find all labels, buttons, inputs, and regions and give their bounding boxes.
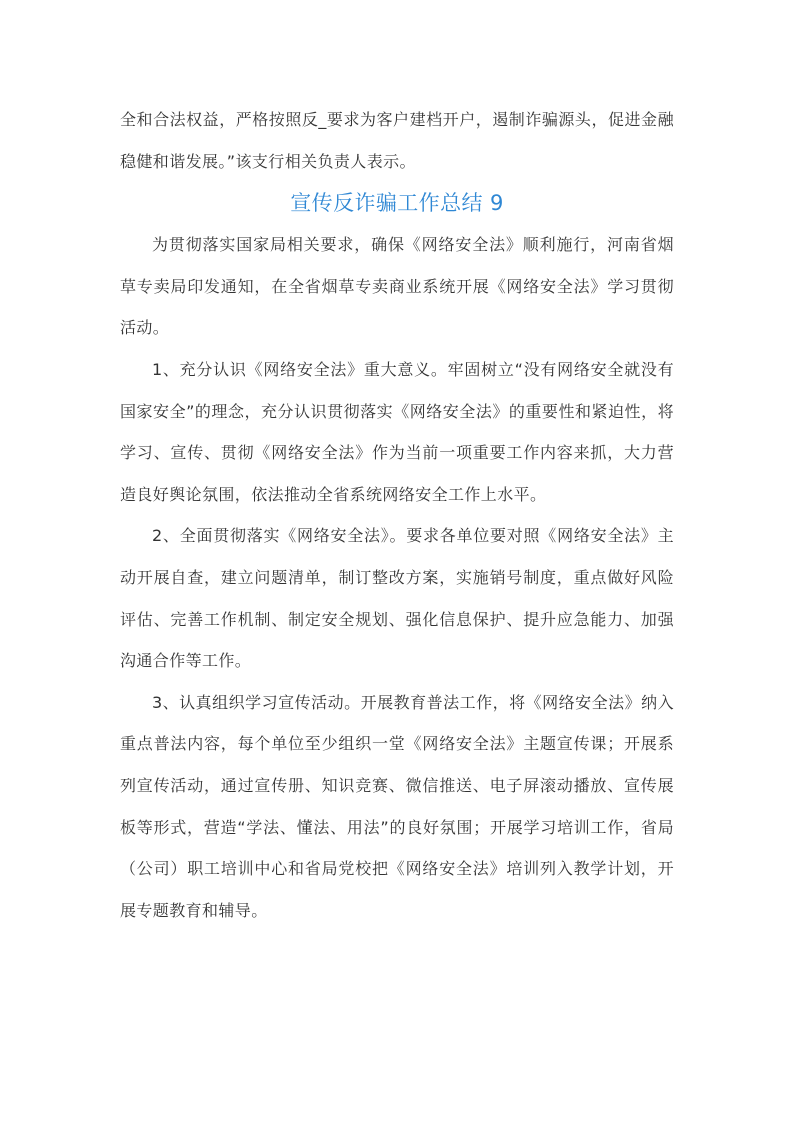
- item-paragraph-3: 3、认真组织学习宣传活动。开展教育普法工作，将《网络安全法》纳入重点普法内容，每个单位至少组织一堂《网络安全法》主题宣传课；开展系列宣传活动，通过宣传册、知识竞赛、微信推送、电子屏滚动播放、宣传展板等形式，营造“学法、懂法、用法”的良好氛围；开展学习培训工作，省局（公司）职工培训中心和省局党校把《网络安全法》培训列入教学计划，开展专题教育和辅导。: [120, 692, 674, 920]
- item-paragraph-1: 1、充分认识《网络安全法》重大意义。牢固树立“没有网络安全就没有国家安全”的理念，充分认识贯彻落实《网络安全法》的重要性和紧迫性，将学习、宣传、贯彻《网络安全法》作为当前一项重要工作内容来抓，大力营造良好舆论氛围，依法推动全省系统网络安全工作上水平。: [120, 359, 674, 504]
- continuation-paragraph: 全和合法权益，严格按照反_要求为客户建档开户，遏制诈骗源头，促进金融稳健和谐发展。”该支行相关负责人表示。: [120, 110, 674, 171]
- document-body: [120, 99, 674, 931]
- intro-paragraph: 为贯彻落实国家局相关要求，确保《网络安全法》顺利施行，河南省烟草专卖局印发通知，在全省烟草专卖商业系统开展《网络安全法》学习贯彻活动。: [120, 235, 674, 338]
- item-paragraph-2: 2、全面贯彻落实《网络安全法》。要求各单位要对照《网络安全法》主动开展自查，建立问题清单，制订整改方案，实施销号制度，重点做好风险评估、完善工作机制、制定安全规划、强化信息保护、提升应急能力、加强沟通合作等工作。: [120, 526, 674, 671]
- section-title: 宣传反诈骗工作总结 9: [290, 191, 504, 216]
